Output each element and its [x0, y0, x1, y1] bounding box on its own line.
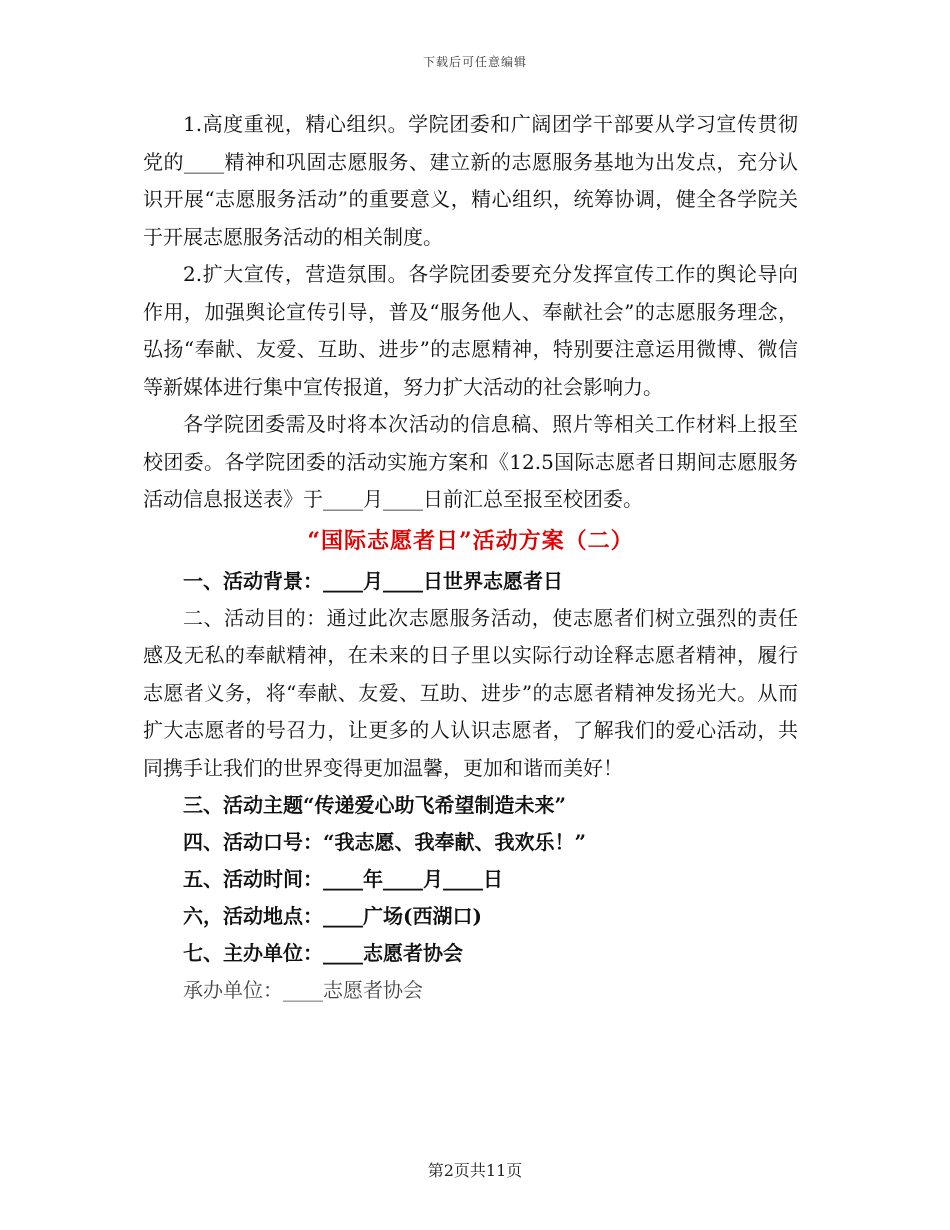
- activity-purpose: 二、活动目的：通过此次志愿服务活动，使志愿者们树立强烈的责任感及无私的奉献精神，在未来的日子里以实际行动诠释志愿者精神，履行志愿者义务，将“奉献、友爱、互助、进步”的志愿者精神发扬光大。从而扩大志愿者的号召力，让更多的人认识志愿者，了解我们的爱心活动，共同携手让我们的世界变得更加温馨，更加和谐而美好！: [143, 605, 798, 780]
- activity-background: 一、活动背景：____月____日世界志愿者日: [183, 568, 563, 593]
- paragraph-high-attention: 1.高度重视，精心组织。学院团委和广阔团学干部要从学习宣传贯彻党的____精神和巩固志愿服务、建立新的志愿服务基地为出发点，充分认识开展“志愿服务活动”的重要意义，精心组织，统筹协调，健全各学院关于开展志愿服务活动的相关制度。: [143, 112, 798, 249]
- paragraph-report-submission: 各学院团委需及时将本次活动的信息稿、照片等相关工作材料上报至校团委。各学院团委的活动实施方案和《12.5国际志愿者日期间志愿服务活动信息报送表》于____月____日前汇总至报至校团委。: [143, 412, 798, 511]
- activity-organizer: 七、主办单位：____志愿者协会: [183, 941, 463, 965]
- paragraph-publicity: 2.扩大宣传，营造氛围。各学院团委要充分发挥宣传工作的舆论导向作用，加强舆论宣传引导，普及“服务他人、奉献社会”的志愿服务理念，弘扬“奉献、友爱、互助、进步”的志愿精神，特别要注意运用微博、微信等新媒体进行集中宣传报道，努力扩大活动的社会影响力。: [143, 262, 798, 399]
- document-body: [143, 106, 798, 1009]
- activity-co-organizer: 承办单位：____志愿者协会: [183, 978, 423, 1002]
- activity-slogan: 四、活动口号：“我志愿、我奉献、我欢乐！”: [183, 830, 587, 854]
- header-note: 下载后可任意编辑: [422, 55, 527, 69]
- activity-theme: 三、活动主题“传递爱心助飞希望制造未来”: [183, 793, 567, 817]
- activity-time: 五、活动时间：____年____月____日: [183, 867, 503, 891]
- section-title: “国际志愿者日”活动方案（二）: [307, 527, 634, 554]
- activity-location: 六，活动地点：____广场(西湖口): [183, 904, 482, 928]
- page-number: 第2页共11页: [427, 1161, 523, 1180]
